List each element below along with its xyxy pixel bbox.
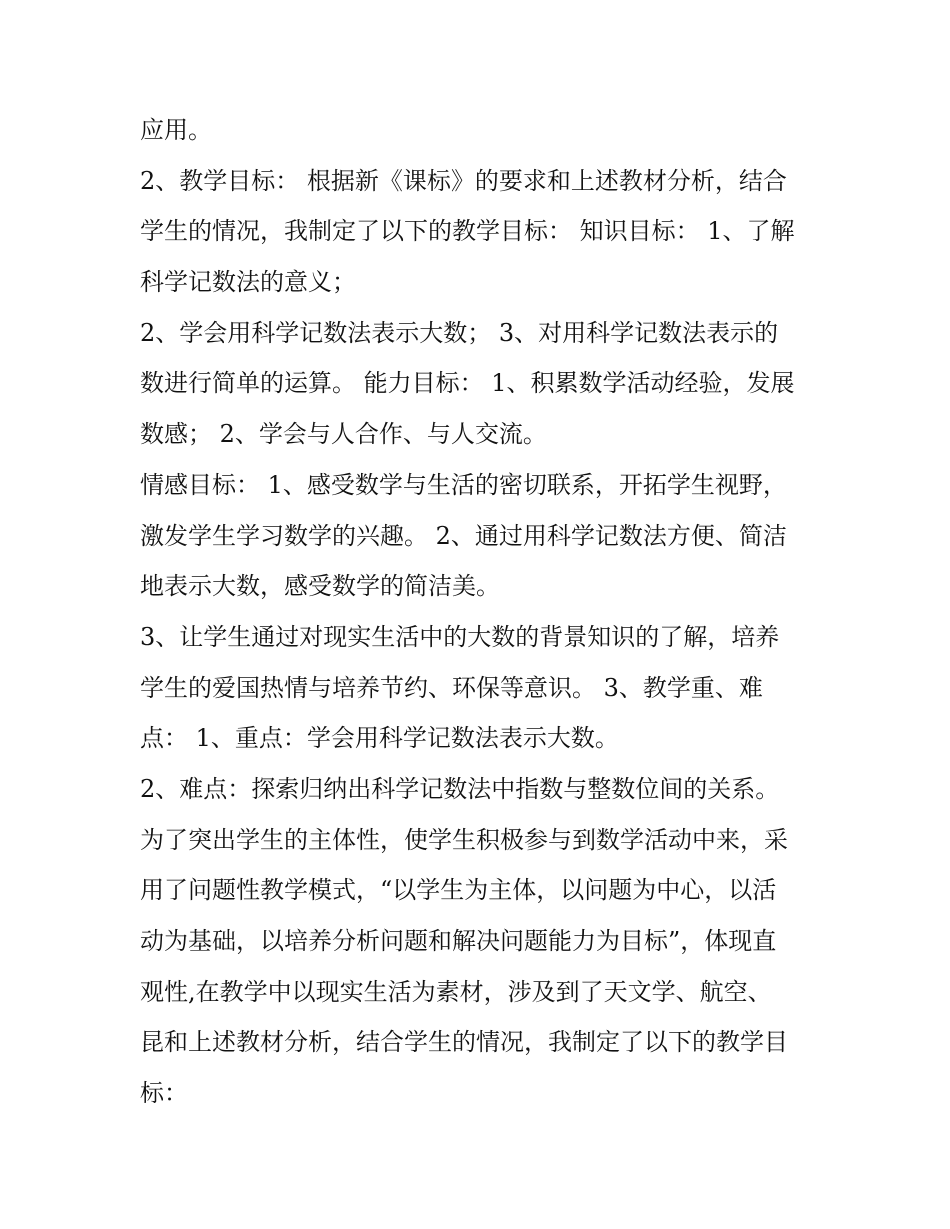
text-line: 学生的爱国热情与培养节约、环保等意识。 3、教学重、难	[140, 673, 763, 702]
text-line: 科学记数法的意义；	[140, 268, 356, 297]
text-line: 观性,在教学中以现实生活为素材，涉及到了天文学、航空、	[140, 977, 772, 1006]
text-line: 地表示大数，感受数学的简洁美。	[140, 572, 500, 601]
text-line: 动为基础，以培养分析问题和解决问题能力为目标”，体现直	[140, 927, 777, 955]
text-line: 数感； 2、学会与人合作、与人交流。	[140, 420, 547, 449]
document-body	[140, 105, 820, 1119]
text-line: 3、让学生通过对现实生活中的大数的背景知识的了解，培养	[140, 622, 780, 651]
text-line: 激发学生学习数学的兴趣。 2、通过用科学记数法方便、简洁	[140, 521, 787, 550]
text-line: 用了问题性教学模式，“以学生为主体，以问题为中心，以活	[140, 876, 777, 905]
text-line: 2、学会用科学记数法表示大数； 3、对用科学记数法表示的	[140, 318, 779, 347]
text-line: 情感目标： 1、感受数学与生活的密切联系，开拓学生视野，	[140, 470, 787, 499]
text-line: 标：	[140, 1079, 188, 1108]
text-line: 为了突出学生的主体性，使学生积极参与到数学活动中来，采	[140, 825, 788, 854]
text-line: 数进行简单的运算。 能力目标： 1、积累数学活动经验，发展	[140, 369, 795, 398]
text-line: 昆和上述教材分析，结合学生的情况，我制定了以下的教学目	[140, 1028, 788, 1057]
text-line: 2、难点：探索归纳出科学记数法中指数与整数位间的关系。	[140, 774, 780, 803]
text-line: 点： 1、重点：学会用科学记数法表示大数。	[140, 724, 619, 753]
text-line: 学生的情况，我制定了以下的教学目标： 知识目标： 1、了解	[140, 217, 795, 246]
text-line: 2、教学目标： 根据新《课标》的要求和上述教材分析，结合	[140, 166, 787, 195]
text-line: 应用。	[140, 116, 212, 144]
